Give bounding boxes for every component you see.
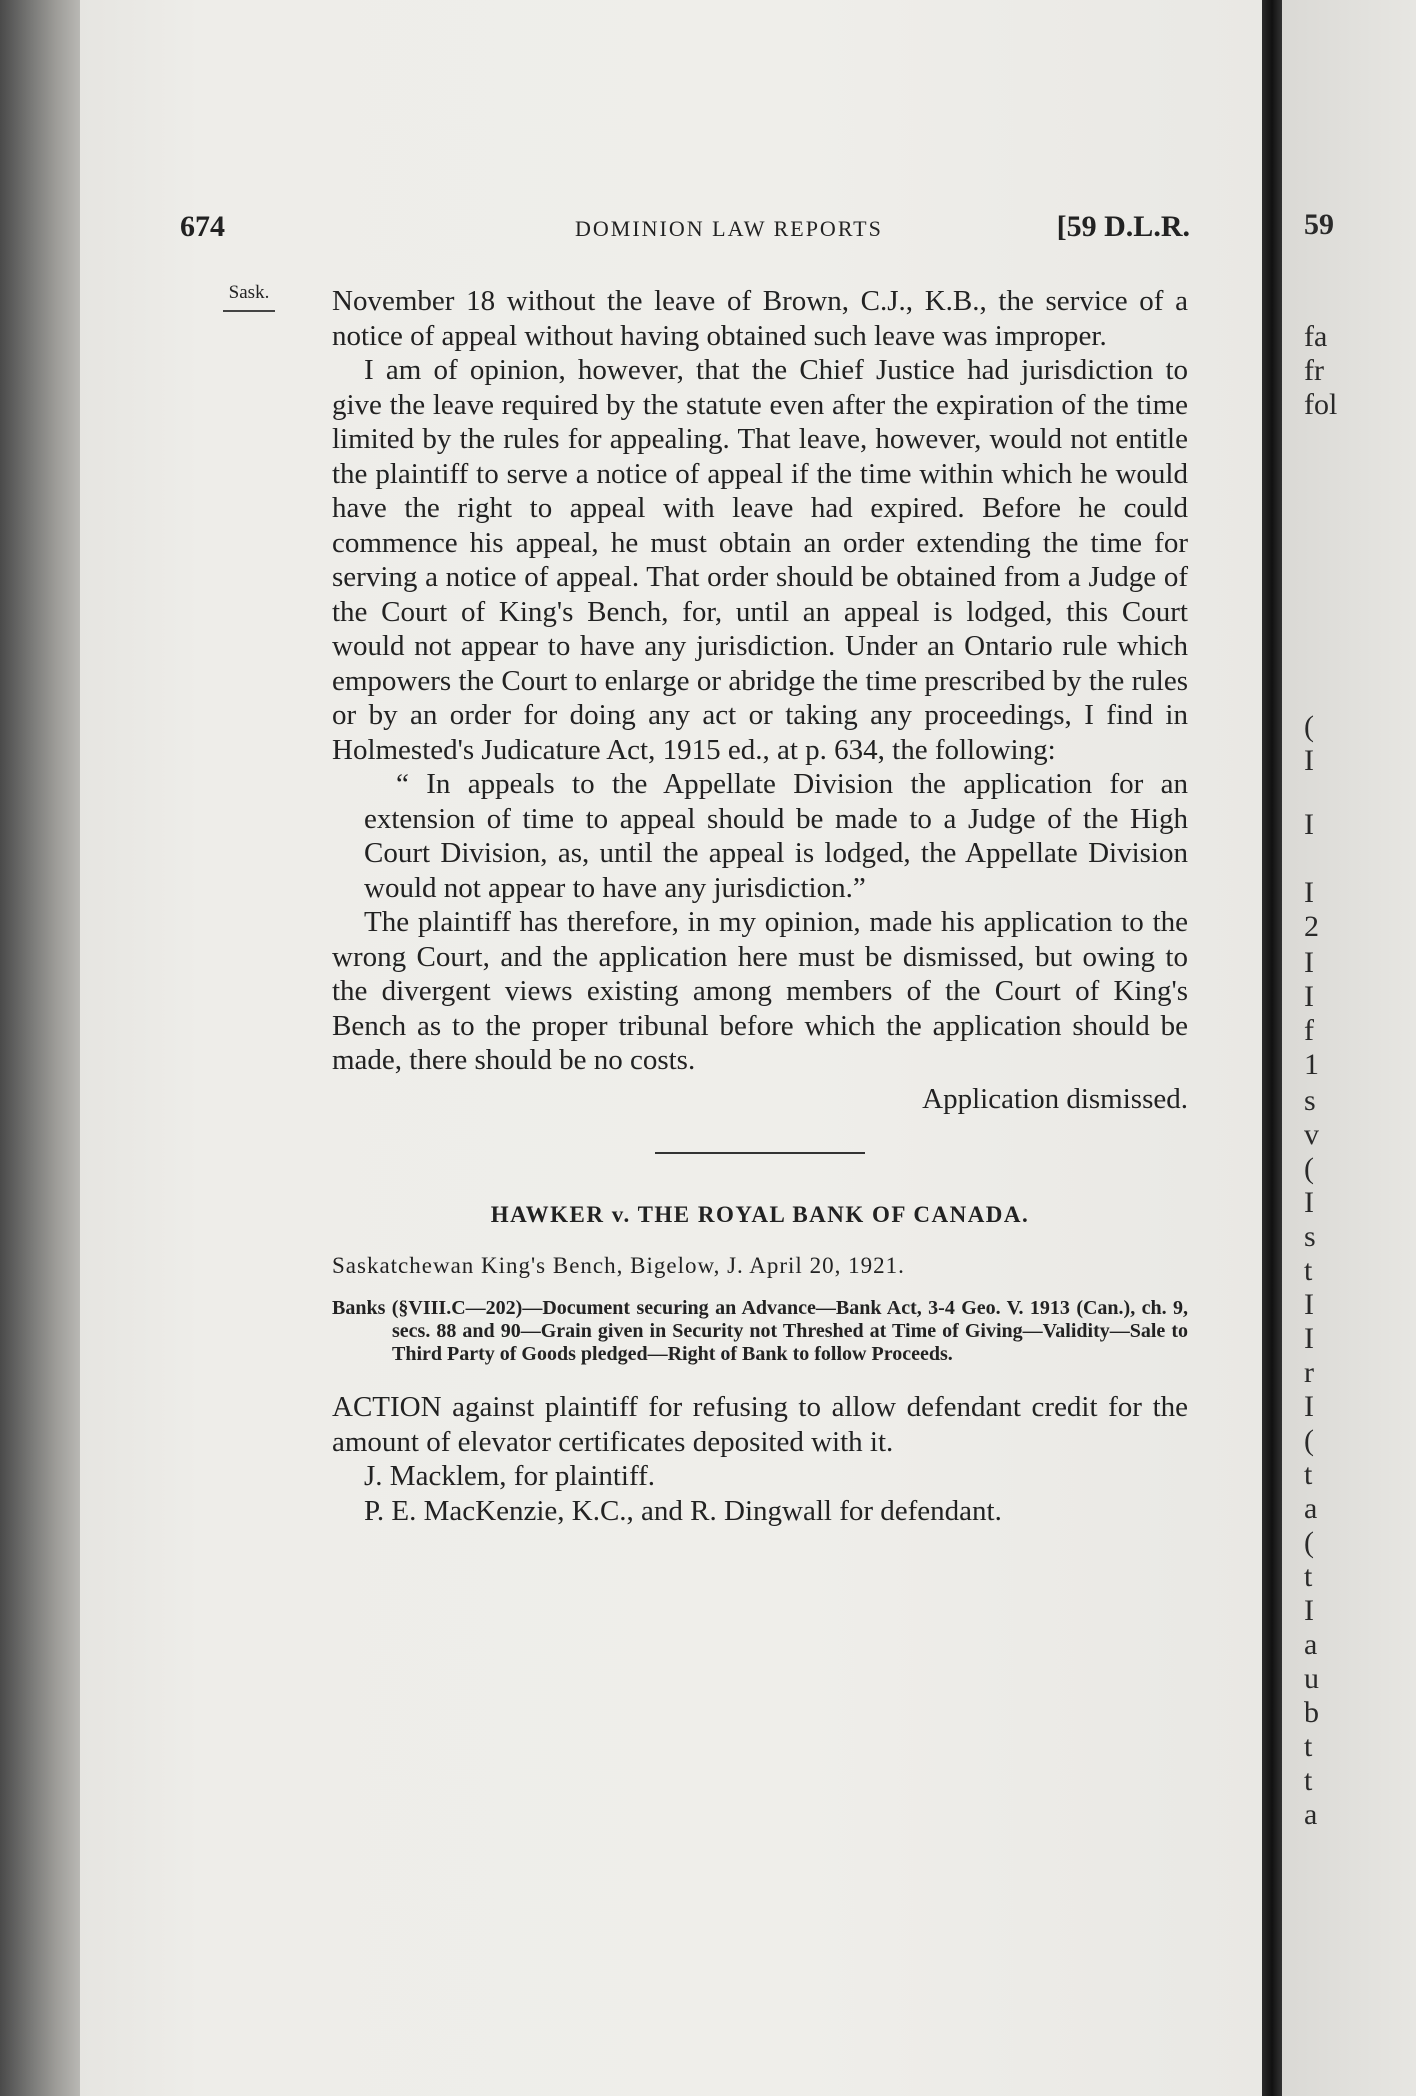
facing-page-fragment: r bbox=[1304, 1356, 1314, 1389]
facing-page-fragment: t bbox=[1304, 1458, 1313, 1491]
facing-page-fragment: 2 bbox=[1304, 910, 1319, 943]
facing-page-fragment: I bbox=[1304, 876, 1314, 909]
margin-note-rule bbox=[223, 310, 275, 312]
facing-page-fragment: ( bbox=[1304, 1152, 1314, 1185]
margin-note-label: Sask. bbox=[228, 282, 270, 303]
book-binding bbox=[0, 0, 80, 2096]
quotation bbox=[364, 767, 1188, 905]
facing-page-fragment: b bbox=[1304, 1696, 1319, 1729]
facing-page-fragment: I bbox=[1304, 1288, 1314, 1321]
facing-page-fragment: I bbox=[1304, 1186, 1314, 1219]
facing-page-fragment: ( bbox=[1304, 1526, 1314, 1559]
facing-page-fragment: I bbox=[1304, 1390, 1314, 1423]
facing-page-fragment: a bbox=[1304, 1798, 1318, 1831]
facing-page-fragment: s bbox=[1304, 1084, 1316, 1117]
facing-page-fragment: f bbox=[1304, 1014, 1314, 1047]
volume-reference: [59 D.L.R. bbox=[1056, 210, 1190, 243]
facing-page-fragment: fol bbox=[1304, 388, 1338, 421]
disposition: Application dismissed. bbox=[922, 1082, 1188, 1115]
facing-page-fragment: ( bbox=[1304, 1424, 1314, 1457]
facing-page-header: 59 bbox=[1304, 208, 1334, 241]
paragraph-1: November 18 without the leave of Brown, C.J., K.B., the service of a notice of appeal without having obtained such leave was improper. bbox=[332, 285, 1188, 352]
facing-page-fragment: ( bbox=[1304, 710, 1314, 743]
facing-page-fragment: I bbox=[1304, 744, 1314, 777]
facing-page-fragment: v bbox=[1304, 1118, 1319, 1151]
facing-page-fragment: t bbox=[1304, 1730, 1313, 1763]
paragraph-3: The plaintiff has therefore, in my opinion, made his application to the wrong Court, and the application here must be dismissed, but owing to the divergent views existing among members of the Court of King's Bench as to the proper tribunal before which the application should be made, there should be no costs. bbox=[332, 906, 1188, 1076]
case-title: HAWKER v. THE ROYAL BANK OF CANADA. bbox=[490, 1202, 1030, 1227]
facing-page-fragment: t bbox=[1304, 1560, 1313, 1593]
facing-page-fragment: fa bbox=[1304, 320, 1328, 353]
facing-page-fragment: 1 bbox=[1304, 1048, 1319, 1081]
facing-page-fragment: t bbox=[1304, 1764, 1313, 1797]
facing-page-fragment: a bbox=[1304, 1628, 1318, 1661]
facing-page-fragment: s bbox=[1304, 1220, 1316, 1253]
court-line: Saskatchewan King's Bench, Bigelow, J. April 20, 1921. bbox=[332, 1252, 905, 1278]
section-divider bbox=[655, 1152, 865, 1154]
quotation-text: “ In appeals to the Appellate Division the application for an extension of time to appeal should be made to a Judge of the High Court Division, as, until the appeal is lodged, the Appellate Division would not appear to have any jurisdiction.” bbox=[364, 768, 1188, 904]
page-number: 674 bbox=[180, 210, 225, 243]
facing-page-fragment: a bbox=[1304, 1492, 1318, 1525]
facing-page-fragment: u bbox=[1304, 1662, 1319, 1695]
facing-page-fragment: I bbox=[1304, 946, 1314, 979]
margin-note bbox=[218, 282, 280, 312]
body-text bbox=[332, 284, 1188, 1528]
facing-page-fragment: I bbox=[1304, 1594, 1314, 1627]
action-paragraph: ACTION against plaintiff for refusing to allow defendant credit for the amount of elevator certificates deposited with it. bbox=[332, 1391, 1188, 1458]
page-gutter bbox=[1262, 0, 1282, 2096]
facing-page-fragment: I bbox=[1304, 1322, 1314, 1355]
running-header bbox=[180, 210, 1190, 250]
facing-page bbox=[1282, 0, 1416, 2096]
running-title: DOMINION LAW REPORTS bbox=[575, 216, 883, 241]
facing-page-fragment: fr bbox=[1304, 354, 1324, 387]
counsel-plaintiff: J. Macklem, for plaintiff. bbox=[364, 1460, 656, 1492]
facing-page-fragment: I bbox=[1304, 808, 1314, 841]
counsel-defendant: P. E. MacKenzie, K.C., and R. Dingwall for defendant. bbox=[364, 1494, 1002, 1527]
paragraph-2: I am of opinion, however, that the Chief Justice had jurisdiction to give the leave required by the statute even after the expiration of the time limited by the rules for appealing. That leave, however, would not entitle the plaintiff to serve a notice of appeal if the time within which he would have the right to appeal with leave had expired. Before he could commence his appeal, he must obtain an order extending the time for serving a notice of appeal. That order should be obtained from a Judge of the Court of King's Bench, for, until an appeal is lodged, this Court would not appear to have any jurisdiction. Under an Ontario rule which empowers the Court to enlarge or abridge the time prescribed by the rules or by an order for doing any act or taking any proceedings, I find in Holmested's Judicature Act, 1915 ed., at p. 634, the following: bbox=[332, 354, 1188, 766]
headnote: Banks (§VIII.C—202)—Document securing an Advance—Bank Act, 3-4 Geo. V. 1913 (Can.), ch. 9, secs. 88 and 90—Grain given in Security not Threshed at Time of Giving—Validity—Sale to Third Party of Goods pledged—Right of Bank to follow Proceeds. bbox=[332, 1297, 1188, 1365]
facing-page-fragment: t bbox=[1304, 1254, 1313, 1287]
facing-page-fragment: I bbox=[1304, 980, 1314, 1013]
